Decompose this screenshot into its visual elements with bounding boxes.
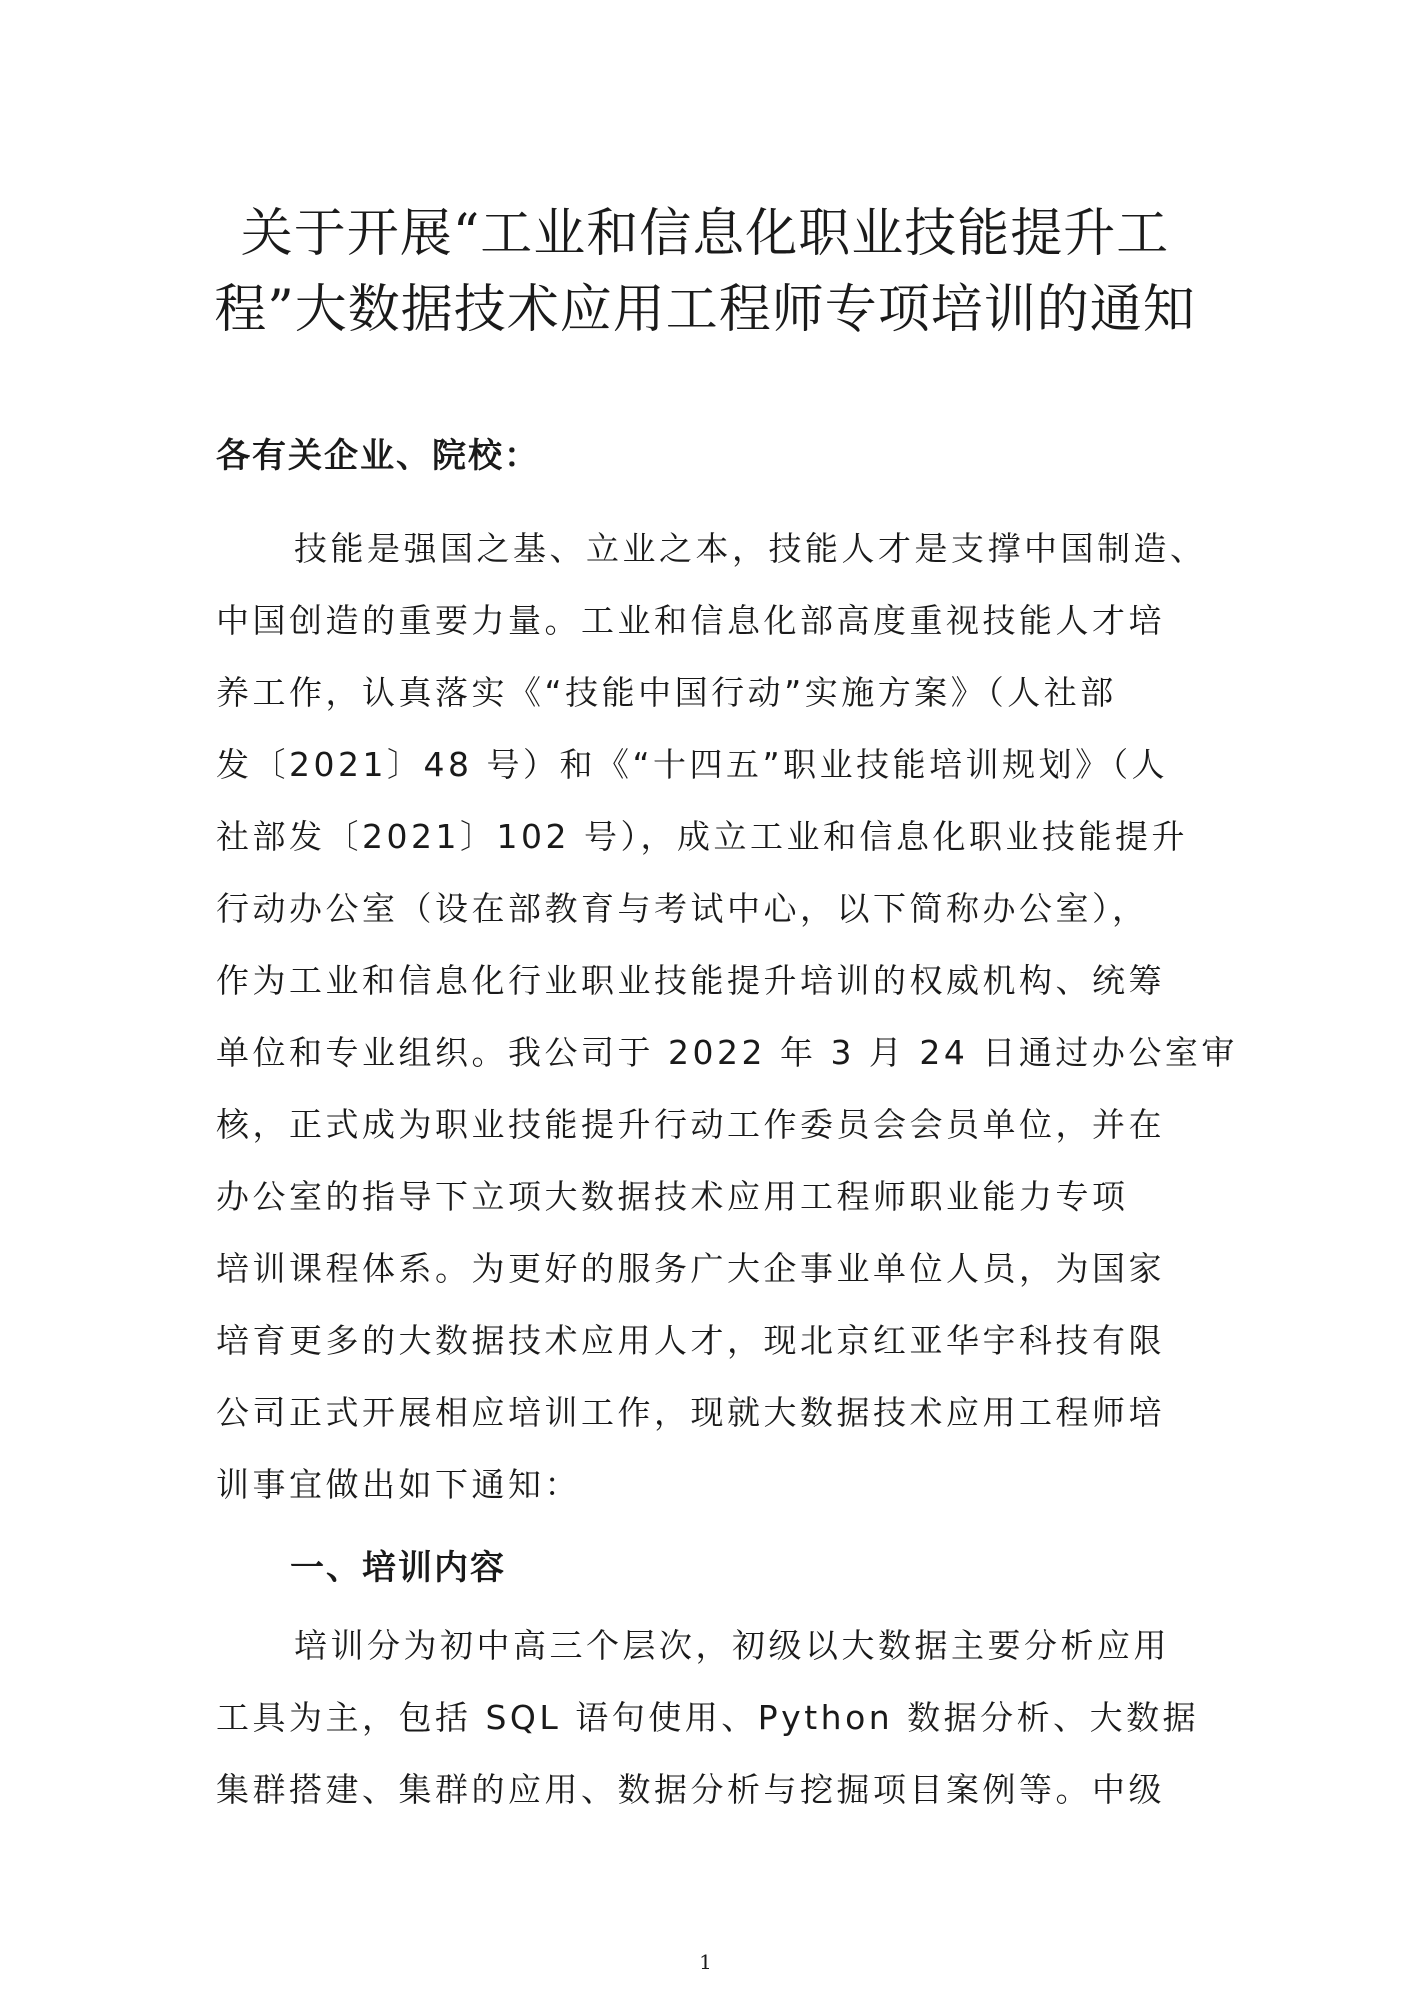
text-line: 社部发〔2021〕102 号），成立工业和信息化职业技能提升 <box>216 817 1188 856</box>
text-line: 核，正式成为职业技能提升行动工作委员会会员单位，并在 <box>216 1105 1165 1144</box>
paragraph-training-content <box>216 1610 1206 1826</box>
document-title <box>200 196 1210 348</box>
text-line: 作为工业和信息化行业职业技能提升培训的权威机构、统筹 <box>216 961 1165 1000</box>
text-line: 培育更多的大数据技术应用人才，现北京红亚华宇科技有限 <box>216 1321 1165 1360</box>
page-number: 1 <box>699 1950 712 1974</box>
title-line: 关于开展“工业和信息化职业技能提升工 <box>240 204 1170 264</box>
text-line: 中国创造的重要力量。工业和信息化部高度重视技能人才培 <box>216 601 1165 640</box>
text-line: 集群搭建、集群的应用、数据分析与挖掘项目案例等。中级 <box>216 1770 1165 1809</box>
section-heading: 一、培训内容 <box>290 1548 506 1588</box>
text-line: 技能是强国之基、立业之本，技能人才是支撑中国制造、 <box>294 529 1207 568</box>
text-line: 培训课程体系。为更好的服务广大企事业单位人员，为国家 <box>216 1249 1165 1288</box>
paragraph-intro <box>216 513 1238 1521</box>
text-line: 培训分为初中高三个层次，初级以大数据主要分析应用 <box>294 1626 1170 1665</box>
title-line: 程”大数据技术应用工程师专项培训的通知 <box>214 280 1196 340</box>
salutation: 各有关企业、院校： <box>216 436 540 476</box>
text-line: 办公室的指导下立项大数据技术应用工程师职业能力专项 <box>216 1177 1129 1216</box>
text-line: 公司正式开展相应培训工作，现就大数据技术应用工程师培 <box>216 1393 1165 1432</box>
text-line: 单位和专业组织。我公司于 2022 年 3 月 24 日通过办公室审 <box>216 1033 1238 1072</box>
text-line: 养工作，认真落实《“技能中国行动”实施方案》（人社部 <box>216 673 1117 712</box>
text-line: 行动办公室（设在部教育与考试中心，以下简称办公室）， <box>216 889 1149 928</box>
text-line: 发〔2021〕48 号）和《“十四五”职业技能培训规划》（人 <box>216 745 1169 784</box>
text-line: 训事宜做出如下通知： <box>216 1465 581 1504</box>
text-line: 工具为主，包括 SQL 语句使用、Python 数据分析、大数据 <box>216 1698 1200 1737</box>
